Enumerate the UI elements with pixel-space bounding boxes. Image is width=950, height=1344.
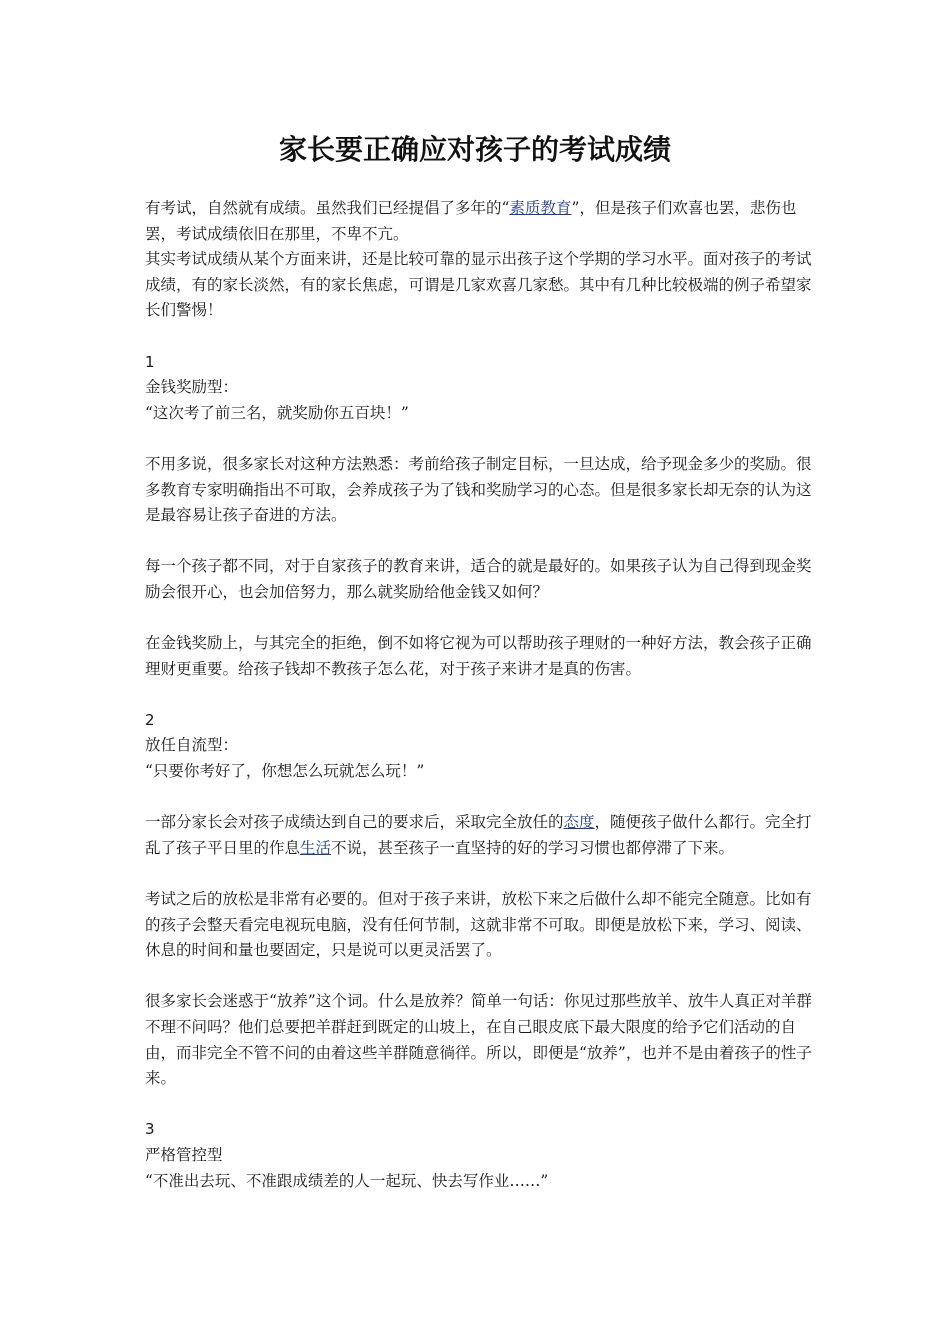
article-body <box>145 196 825 1194</box>
section-quote: “只要你考好了，你想怎么玩就怎么玩！” <box>145 762 425 781</box>
section-paragraph: 考试之后的放松是非常有必要的。但对于孩子来讲，放松下来之后做什么却不能完全随意。比如有的孩子会整天看完电视玩电脑，没有任何节制，这就非常不可取。即便是放松下来，学习、阅读、休息的时间和量也要固定，只是说可以更灵活罢了。 <box>145 890 812 960</box>
section-paragraph: 不用多说，很多家长对这种方法熟悉：考前给孩子制定目标，一旦达成，给予现金多少的奖励。很多教育专家明确指出不可取，会养成孩子为了钱和奖励学习的心态。但是很多家长却无奈的认为这是最容易让孩子奋进的方法。 <box>145 454 812 525</box>
section-quote: “这次考了前三名，就奖励你五百块！” <box>145 403 409 422</box>
section-paragraph: 很多家长会迷惑于“放养”这个词。什么是放养？简单一句话：你见过那些放羊、放牛人真正对羊群不理不问吗？他们总要把羊群赶到既定的山坡上，在自己眼皮底下最大限度的给予它们活动的自由，而非完全不管不问的由着这些羊群随意徜徉。所以，即便是“放养”，也并不是由着孩子的性子来。 <box>145 992 812 1088</box>
link-attitude[interactable]: 态度 <box>563 813 595 832</box>
intro-paragraph-2: 其实考试成绩从某个方面来讲，还是比较可靠的显示出孩子这个学期的学习水平。面对孩子的考试成绩，有的家长淡然，有的家长焦虑，可谓是几家欢喜几家愁。其中有几种比较极端的例子希望家长们警惕！ <box>145 250 812 320</box>
section-type: 放任自流型： <box>145 736 239 755</box>
section-number: 3 <box>145 1120 155 1139</box>
section-quote: “不准出去玩、不准跟成绩差的人一起玩、快去写作业……” <box>145 1171 549 1190</box>
section-paragraph: 每一个孩子都不同，对于自家孩子的教育来讲，适合的就是最好的。如果孩子认为自己得到现金奖励会很开心，也会加倍努力，那么就奖励给他金钱又如何？ <box>145 557 812 601</box>
link-life[interactable]: 生活 <box>300 838 332 857</box>
section-paragraph: 在金钱奖励上，与其完全的拒绝，倒不如将它视为可以帮助孩子理财的一种好方法，教会孩子正确理财更重要。给孩子钱却不教孩子怎么花，对于孩子来讲才是真的伤害。 <box>145 634 812 678</box>
section-type: 严格管控型 <box>145 1145 223 1164</box>
link-quality-education[interactable]: 素质教育 <box>509 199 572 217</box>
section-number: 2 <box>145 710 155 729</box>
section-paragraph: 一部分家长会对孩子成绩达到自己的要求后，采取完全放任的态度，随便孩子做什么都行。完全打乱了孩子平日里的作息生活不说，甚至孩子一直坚持的好的学习习惯也都停滞了下来。 <box>145 813 812 857</box>
page-title: 家长要正确应对孩子的考试成绩 <box>278 133 671 166</box>
section-number: 1 <box>145 352 155 371</box>
section-type: 金钱奖励型： <box>145 378 239 397</box>
intro-paragraph-1: 有考试，自然就有成绩。虽然我们已经提倡了多年的“素质教育”，但是孩子们欢喜也罢，悲伤也罢，考试成绩依旧在那里，不卑不亢。 <box>145 199 797 243</box>
